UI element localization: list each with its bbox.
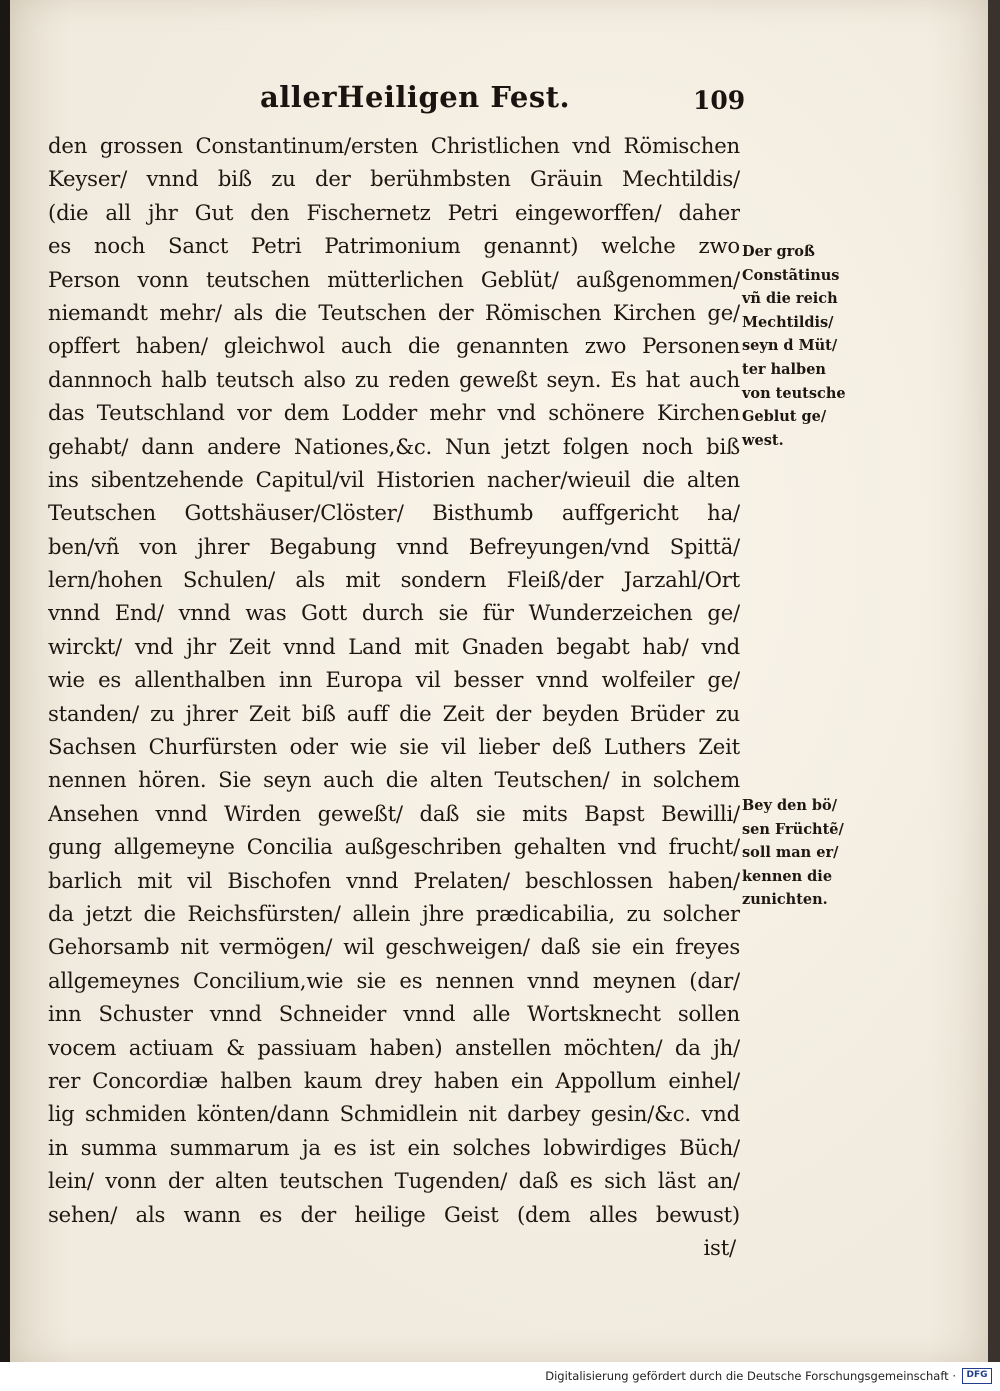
body-line: da jetzt die Reichsfürsten/ allein jhre prædicabilia, zu solcher <box>48 900 740 926</box>
dfg-logo[interactable]: DFG <box>962 1368 992 1384</box>
body-line: barlich mit vil Bischofen vnnd Prelaten/ beschlossen haben/ <box>48 867 740 893</box>
body-line: Keyser/ vnnd biß zu der berühmbsten Gräuin Mechtildis/ <box>48 166 740 192</box>
body-line: nennen hören. Sie seyn auch die alten Teutschen/ in solchem <box>48 767 740 793</box>
marginal-note-line: ter halben <box>742 360 826 378</box>
body-line: dannnoch halb teutsch also zu reden geweßt seyn. Es hat auch <box>48 366 740 392</box>
body-line: opffert haben/ gleichwol auch die genannten zwo Personen <box>48 333 740 359</box>
body-line: Person vonn teutschen mütterlichen Geblüt/ außgenommen/ <box>48 266 740 292</box>
marginal-note-line: west. <box>742 431 784 449</box>
body-line: vocem actiuam & passiuam haben) anstellen möchten/ da jh/ <box>48 1034 740 1060</box>
marginal-note-constantinus <box>742 240 846 452</box>
body-line: standen/ zu jhrer Zeit biß auff die Zeit der beyden Brüder zu <box>48 700 740 726</box>
marginal-note-line: vñ die reich <box>742 290 838 308</box>
body-line: ist/ <box>703 1234 736 1260</box>
footer-bar <box>0 1362 1000 1391</box>
body-line: Teutschen Gottshäuser/Clöster/ Bisthumb auffgericht ha/ <box>48 500 740 526</box>
marginal-note-line: Mechtildis/ <box>742 313 834 331</box>
body-line: (die all jhr Gut den Fischernetz Petri eingeworffen/ daher <box>48 199 740 225</box>
page-edge <box>988 0 1000 1362</box>
marginal-note-line: zunichten. <box>742 891 828 909</box>
scanned-page <box>10 0 988 1362</box>
body-line: vnnd End/ vnnd was Gott durch sie für Wunderzeichen ge/ <box>48 600 740 626</box>
marginal-note-line: kennen die <box>742 867 833 885</box>
running-head: allerHeiligen Fest. <box>260 80 571 114</box>
body-line: wie es allenthalben inn Europa vil besser vnnd wolfeiler ge/ <box>48 667 740 693</box>
body-line: Sachsen Churfürsten oder wie sie vil lieber deß Luthers Zeit <box>48 734 740 760</box>
body-line: Ansehen vnnd Wirden geweßt/ daß sie mits Bapst Bewilli/ <box>48 800 740 826</box>
marginal-note-line: Der groß <box>742 243 815 260</box>
marginal-note-line: seyn d Müt/ <box>742 337 838 355</box>
body-line: den grossen Constantinum/ersten Christlichen vnd Römischen <box>48 133 740 158</box>
body-line: in summa summarum ja es ist ein solches lobwirdiges Büch/ <box>48 1134 740 1160</box>
body-line: lein/ vonn der alten teutschen Tugenden/ daß es sich läst an/ <box>48 1168 740 1194</box>
body-line: das Teutschland vor dem Lodder mehr vnd schönere Kirchen <box>48 400 740 426</box>
marginal-note-line: soll man er/ <box>742 844 839 862</box>
page-number: 109 <box>693 86 746 115</box>
body-line: ins sibentzehende Capitul/vil Historien nacher/wieuil die alten <box>48 466 740 492</box>
marginal-note-line: sen Früchtẽ/ <box>742 820 844 838</box>
body-line: sehen/ als wann es der heilige Geist (dem alles bewust) <box>48 1201 740 1227</box>
marginal-note-fruits <box>742 794 844 912</box>
body-line: gehabt/ dann andere Nationes,&c. Nun jetzt folgen noch biß <box>48 433 740 459</box>
body-line: niemandt mehr/ als die Teutschen der Römischen Kirchen ge/ <box>48 299 740 325</box>
marginal-note-line: Geblut ge/ <box>742 408 827 426</box>
body-line: wirckt/ vnd jhr Zeit vnnd Land mit Gnaden begabt hab/ vnd <box>48 633 740 659</box>
marginal-note-line: von teutsche <box>742 384 846 402</box>
body-line: lig schmiden könten/dann Schmidlein nit darbey gesin/&c. vnd <box>48 1101 740 1127</box>
marginal-note-line: Bey den bö/ <box>742 797 838 814</box>
body-line: inn Schuster vnnd Schneider vnnd alle Wortsknecht sollen <box>48 1001 740 1027</box>
body-line: allgemeynes Concilium,wie sie es nennen vnnd meynen (dar/ <box>48 967 740 993</box>
book-gutter <box>0 0 10 1362</box>
body-line: es noch Sanct Petri Patrimonium genannt) welche zwo <box>48 233 740 259</box>
dfg-credit-text: Digitalisierung gefördert durch die Deutsche Forschungsgemeinschaft · <box>545 1369 956 1383</box>
body-line: Gehorsamb nit vermögen/ wil geschweigen/ daß sie ein freyes <box>48 934 740 960</box>
marginal-note-line: Constãtinus <box>742 266 840 284</box>
body-text <box>48 129 740 1264</box>
body-line: lern/hohen Schulen/ als mit sondern Fleiß/der Jarzahl/Ort <box>48 567 740 593</box>
body-line: rer Concordiæ halben kaum drey haben ein Appollum einhel/ <box>48 1067 740 1093</box>
body-line: gung allgemeyne Concilia außgeschriben gehalten vnd frucht/ <box>48 834 740 860</box>
body-line: ben/vñ von jhrer Begabung vnnd Befreyungen/vnd Spittä/ <box>48 533 740 559</box>
